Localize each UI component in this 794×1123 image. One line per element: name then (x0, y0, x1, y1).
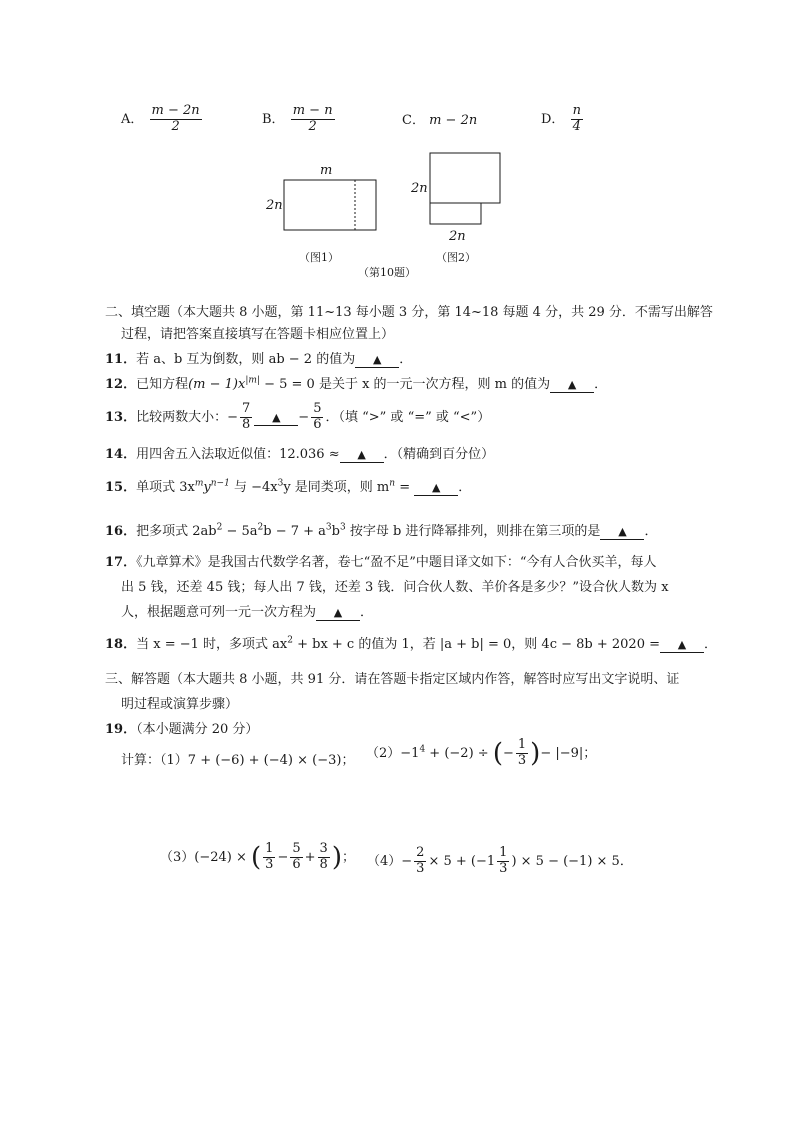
fraction-numerator: 3 (319, 841, 328, 856)
exponent: m (194, 478, 204, 489)
question-text-cont: + bx + c 的值为 1，若 |a + b| = 0，则 4c − 8b + 2020 = (292, 637, 661, 652)
section3-heading-line2: 明过程或演算步骤） (121, 697, 239, 712)
exponent: 2 (216, 522, 223, 533)
question-17-line3 (121, 601, 373, 621)
question-17-line2: 出 5 钱，还差 45 钱；每人出 7 钱，还差 3 钱．问合伙人数、羊价各是多少？”设合伙人数为 x (121, 580, 669, 595)
fig1-left-label: 2n (266, 198, 283, 213)
question-text: 单项式 3x (136, 480, 195, 495)
q19-part3: （3）(−24) × ( $\frac{1}{3}$ − $\frac{5}{6}$ + $\frac{3}{8}$ )； (160, 841, 355, 873)
fraction-denominator: 6 (292, 856, 301, 872)
question-text: 若 a、b 互为倒数，则 ab − 2 的值为 (136, 352, 356, 367)
question-suffix: ． (458, 480, 472, 495)
answer-blank[interactable] (340, 447, 384, 463)
fraction-denominator: 8 (242, 416, 251, 432)
part2-expr-mid: + (−2) ÷ (425, 745, 489, 761)
answer-blank[interactable] (660, 637, 704, 653)
question-text: 已知方程 (136, 377, 189, 392)
answer-blank[interactable] (254, 410, 298, 426)
question-15 (105, 476, 471, 496)
question-score: （本小题满分 20 分） (136, 722, 259, 737)
answer-blank[interactable] (316, 605, 360, 621)
part2-expr-start: （2）−1 (366, 745, 420, 761)
fraction-numerator: 1 (499, 845, 508, 860)
question-19-header (105, 718, 258, 737)
exponent: n (389, 478, 396, 489)
answer-mark: ▲ (357, 448, 366, 461)
choice-letter: C． (402, 113, 425, 128)
fraction-denominator: 2 (171, 118, 180, 134)
answer-mark: ▲ (372, 353, 382, 366)
q19-part1 (121, 749, 354, 768)
question-text: 当 x = −1 时，多项式 ax (136, 637, 288, 652)
question-text: 比较两数大小： (136, 409, 228, 425)
fraction-denominator: 4 (572, 118, 581, 134)
fraction-denominator: 3 (265, 856, 274, 872)
choice-d (541, 104, 585, 135)
part4-expr-start: （4）− (367, 853, 413, 869)
fraction-denominator: 2 (308, 118, 317, 134)
question-number: 14． (105, 447, 137, 462)
question-number: 19． (105, 722, 137, 737)
section2-heading-line2: 过程，请把答案直接填写在答题卡相应位置上） (121, 327, 395, 342)
question-17 (105, 551, 657, 570)
fig2-bottom-label: 2n (449, 229, 466, 244)
part2-expr-end: − |−9|； (540, 745, 597, 761)
question-text-cont: − 5 = 0 是关于 x 的一元一次方程，则 m 的值为 (259, 377, 551, 392)
part4-expr-mid: × 5 + (−1 (428, 853, 496, 869)
question-suffix: ．（填 “>” 或 “=” 或 “<”） (325, 409, 491, 425)
fraction-numerator: 2 (416, 845, 425, 860)
part3-expr-start: （3）(−24) × (160, 849, 247, 865)
fig1-top-label: m (320, 163, 333, 178)
question-text-line3: 人，根据题意可列一元一次方程为 (121, 605, 317, 620)
question-text: 把多项式 2ab (136, 524, 217, 539)
exponent: 3 (325, 522, 332, 533)
fraction-denominator: 3 (499, 860, 508, 876)
choice-letter: D． (541, 111, 565, 127)
fraction-numerator: 5 (292, 841, 301, 856)
fig1-caption: （图1） (299, 251, 339, 264)
exponent: 2 (257, 522, 264, 533)
fraction-numerator: m − 2n (151, 103, 200, 118)
equals: = (395, 480, 415, 495)
question-suffix: ． (644, 524, 658, 539)
answer-blank[interactable] (355, 352, 399, 368)
choice-b (262, 104, 337, 135)
question-18 (105, 633, 717, 653)
answer-mark: ▲ (333, 606, 343, 619)
choice-expr: m − 2n (429, 113, 478, 128)
question-suffix: ． (704, 637, 718, 652)
answer-blank[interactable] (550, 377, 594, 393)
q19-part2: $(2)-1^4 + (-2)$ ÷ (− $\frac{1}{3}$ )− |−9|； (366, 737, 597, 769)
question-number: 16． (105, 524, 137, 539)
fig2-left-label: 2n (411, 181, 428, 196)
question-suffix: ． (399, 352, 413, 367)
q19-part4 (367, 846, 633, 877)
fraction-numerator: 1 (517, 737, 527, 752)
term: − 5a (222, 524, 258, 539)
choice-c (402, 109, 477, 128)
question-number: 11． (105, 352, 137, 367)
fig2-caption: （图2） (436, 251, 476, 264)
figure-main-caption: （第10题） (358, 266, 416, 279)
question-number: 17． (105, 555, 137, 570)
question-number: 15． (105, 480, 137, 495)
answer-mark: ▲ (272, 410, 281, 424)
calc-label: 计算： (121, 753, 161, 768)
question-suffix: ． (360, 605, 374, 620)
answer-mark: ▲ (432, 481, 441, 494)
section2-heading-line1: 二、填空题（本大题共 8 小题，第 11~13 每小题 3 分，第 14~18 每题 4 分，共 29 分．不需写出解答 (105, 305, 713, 320)
question-12 (105, 373, 607, 393)
question-number: 12． (105, 377, 137, 392)
answer-mark: ▲ (618, 525, 627, 538)
equation: (m − 1)x (188, 377, 246, 392)
question-14 (105, 443, 494, 463)
question-13: 13．比较两数大小：− $\frac{7}{8}$ ▲ − $\frac{5}{6}$ ．（填 “>” 或 “=” 或 “<”） (105, 401, 491, 432)
fraction-numerator: 5 (313, 401, 322, 416)
question-text-line1: 《九章算术》是我国古代数学名著，卷七“盈不足”中题目译文如下：“今有人合伙买羊，每人 (136, 555, 657, 570)
question-text: 用四舍五入法取近似值：12.036 ≈ (136, 447, 340, 462)
question-text-cont: y 是同类项，则 m (283, 480, 390, 495)
exponent: |m| (245, 375, 260, 386)
exponent: 3 (277, 478, 284, 489)
fraction-numerator: n (572, 103, 581, 118)
fraction-denominator: 6 (313, 416, 322, 432)
fraction-numerator: m − n (292, 103, 333, 118)
fraction-numerator: 7 (242, 401, 251, 416)
question-number: 13． (105, 409, 137, 425)
question-16 (105, 520, 657, 540)
question-text-cont: 按字母 b 进行降幂排列，则排在第三项的是 (345, 524, 601, 539)
part1-expr: （1）7 + (−6) + (−4) × (−3)； (160, 753, 355, 768)
answer-blank[interactable] (414, 480, 458, 496)
variable: y (203, 480, 211, 495)
term: b (331, 524, 340, 539)
fig2-small-rect (430, 203, 481, 224)
exponent: 3 (339, 522, 346, 533)
term: b − 7 + a (263, 524, 326, 539)
part4-expr-end: ) × 5 − (−1) × 5． (511, 853, 633, 869)
answer-mark: ▲ (677, 638, 687, 651)
fig2-large-rect (430, 153, 500, 203)
choice-letter: A． (121, 111, 144, 127)
question-number: 18． (105, 637, 137, 652)
question-suffix: ． (594, 377, 608, 392)
question-suffix: ．（精确到百分位） (383, 447, 495, 462)
section3-heading-line1: 三、解答题（本大题共 8 小题，共 91 分．请在答题卡指定区域内作答，解答时应写出文字说明、证 (105, 672, 680, 687)
exponent: 4 (419, 744, 426, 755)
fraction-numerator: 1 (265, 841, 274, 856)
exponent: 2 (287, 635, 293, 646)
choice-a (121, 104, 204, 135)
exponent: n−1 (210, 478, 230, 489)
part3-expr-end: ； (341, 849, 355, 865)
fraction-denominator: 3 (416, 860, 425, 876)
answer-mark: ▲ (567, 378, 577, 391)
fraction-denominator: 3 (517, 752, 527, 768)
choice-letter: B． (262, 111, 285, 127)
question-11 (105, 348, 412, 368)
fraction-denominator: 8 (319, 856, 328, 872)
answer-blank[interactable] (600, 524, 644, 540)
question-text-cont: 与 −4x (229, 480, 278, 495)
fig1-rectangle (284, 180, 376, 230)
